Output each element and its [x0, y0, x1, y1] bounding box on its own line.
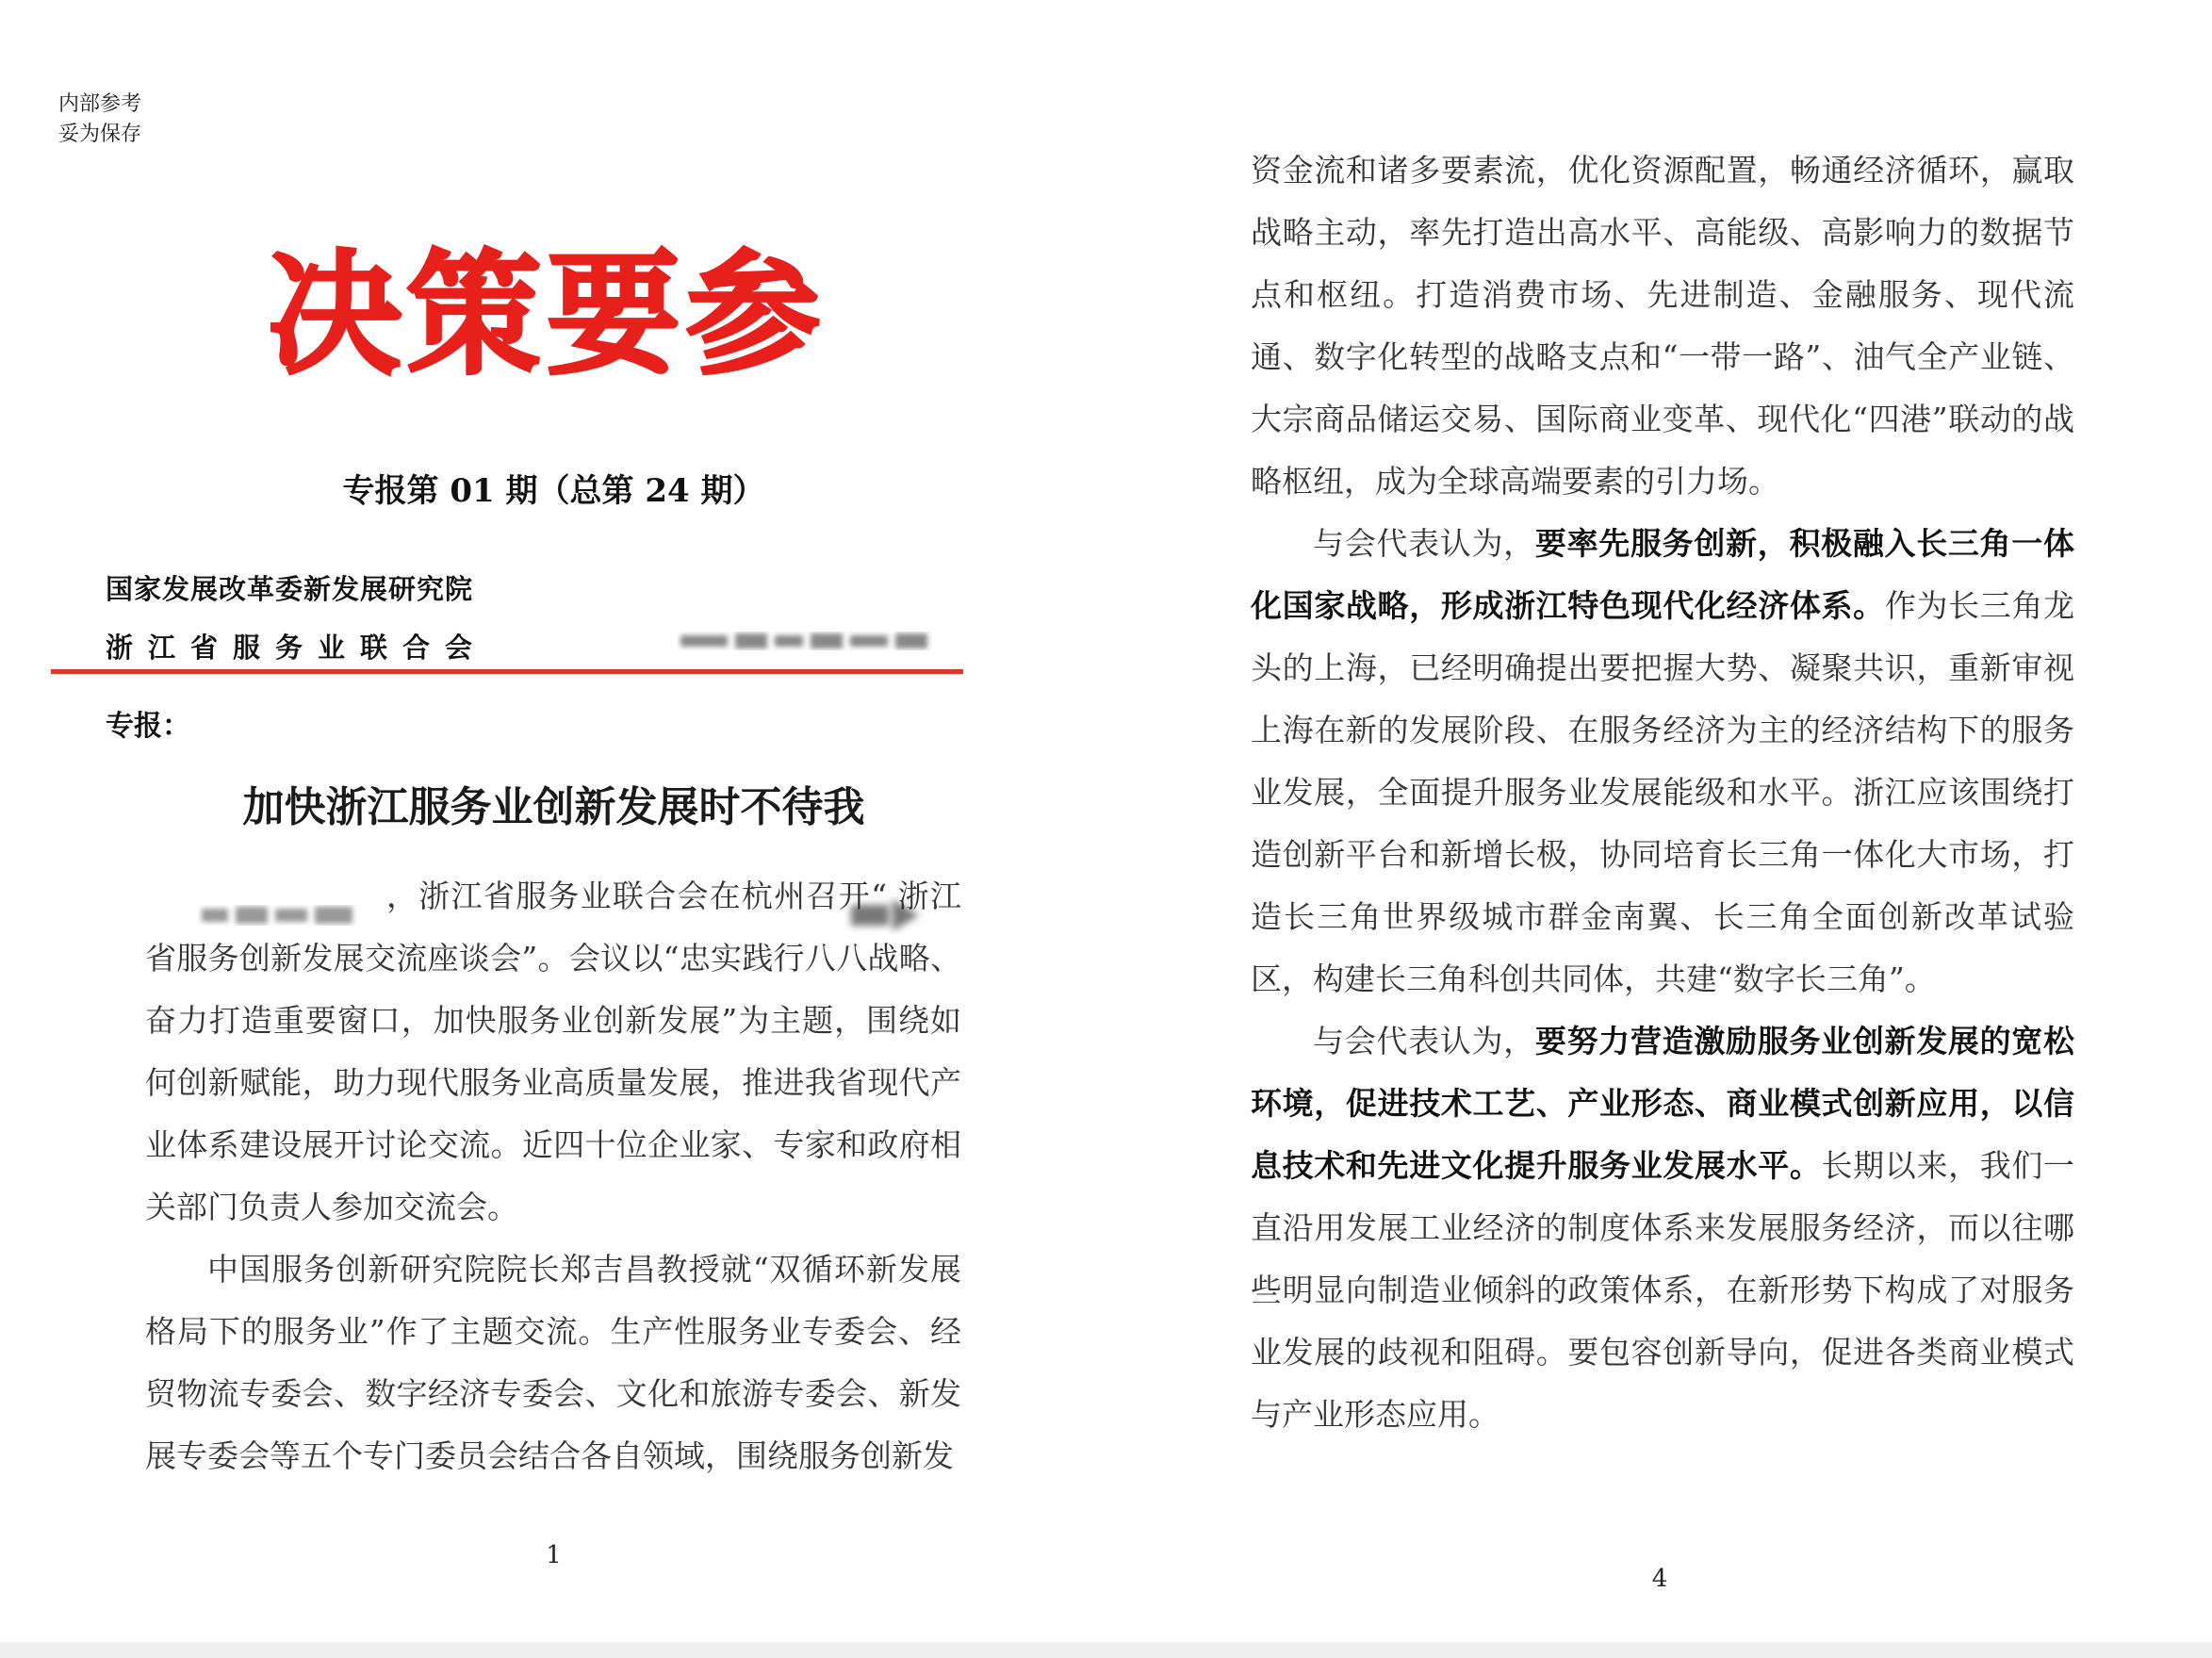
header-divider — [51, 669, 963, 674]
page-number-left: 1 — [546, 1541, 562, 1569]
issuing-org-2: 浙江省服务业联合会 — [106, 632, 488, 664]
article-headline: 加快浙江服务业创新发展时不待我 — [242, 783, 865, 831]
key-point-1: 要率先服务创新，积极融入长三角一体化国家战略，形成浙江特色现代化经济体系。 — [1251, 525, 2075, 624]
masthead-text: 决策要参 — [268, 240, 826, 391]
article-body-left — [145, 865, 961, 1487]
internal-note-line-2: 妥为保存 — [58, 123, 142, 146]
paragraph-lead: 与会代表认为， — [1313, 1023, 1535, 1059]
special-report-label: 专报： — [106, 710, 190, 743]
issue-number: 专报第 01 期（总第 24 期） — [342, 472, 765, 510]
paragraph-rest: 作为长三角龙头的上海，已经明确提出要把握大势、凝聚共识，重新审视上海在新的发展阶段、在服务经济为主的经济结构下的服务业发展，全面提升服务业发展能级和水平。浙江应该围绕打造创新平台和新增长极，协同培育长三角一体化大市场，打造长三角世界级城市群金南翼、长三角全面创新改革试验区，构建长三角科创共同体，共建“数字长三角”。 — [1251, 587, 2075, 997]
key-point-2: 要努力营造激励服务业创新发展的宽松环境，促进技术工艺、产业形态、商业模式创新应用，以信息技术和先进文化提升服务业发展水平。 — [1251, 1023, 2075, 1184]
paragraph-delegates-2 — [1251, 1010, 2074, 1446]
article-body-right — [1251, 140, 2074, 1446]
issuing-org-1: 国家发展改革委新发展研究院 — [106, 573, 474, 605]
paragraph-continued: 资金流和诸多要素流，优化资源配置，畅通经济循环，赢取战略主动，率先打造出高水平、高能级、高影响力的数据节点和枢纽。打造消费市场、先进制造、金融服务、现代流通、数字化转型的战略支点和“一带一路”、油气全产业链、大宗商品储运交易、国际商业变革、现代化“四港”联动的战略枢纽，成为全球高端要素的引力场。 — [1251, 152, 2074, 500]
bottom-band — [0, 1642, 2212, 1658]
internal-note-line-1: 内部参考 — [58, 92, 142, 116]
document-page-right — [1107, 0, 2212, 1658]
redacted-date — [677, 628, 950, 654]
paragraph-1: ，浙江省服务业联合会在杭州召开“ 浙江省服务创新发展交流座谈会”。会议以“忠实践行八八战略、奋力打造重要窗口，加快服务业创新发展”为主题，围绕如何创新赋能，助力现代服务业高质量发展，推进我省现代产业体系建设展开讨论交流。近四十位企业家、专家和政府相关部门负责人参加交流会。 — [145, 878, 961, 1225]
internal-reference-note — [58, 90, 141, 150]
paragraph-delegates-1 — [1251, 513, 2074, 1010]
masthead-title — [245, 240, 848, 391]
paragraph-2: 中国服务创新研究院院长郑吉昌教授就“双循环新发展格局下的服务业”作了主题交流。生产性服务业专委会、经贸物流专委会、数字经济专委会、文化和旅游专委会、新发展专委会等五个专门委员会结合各自领域，围绕服务创新发 — [145, 1251, 961, 1474]
paragraph-rest: 长期以来，我们一直沿用发展工业经济的制度体系来发展服务经济，而以往哪些明显向制造业倾斜的政策体系，在新形势下构成了对服务业发展的歧视和阻碍。要包容创新导向，促进各类商业模式与产业形态应用。 — [1251, 1147, 2075, 1433]
paragraph-lead: 与会代表认为， — [1313, 525, 1535, 562]
page-number-right: 4 — [1651, 1565, 1668, 1593]
